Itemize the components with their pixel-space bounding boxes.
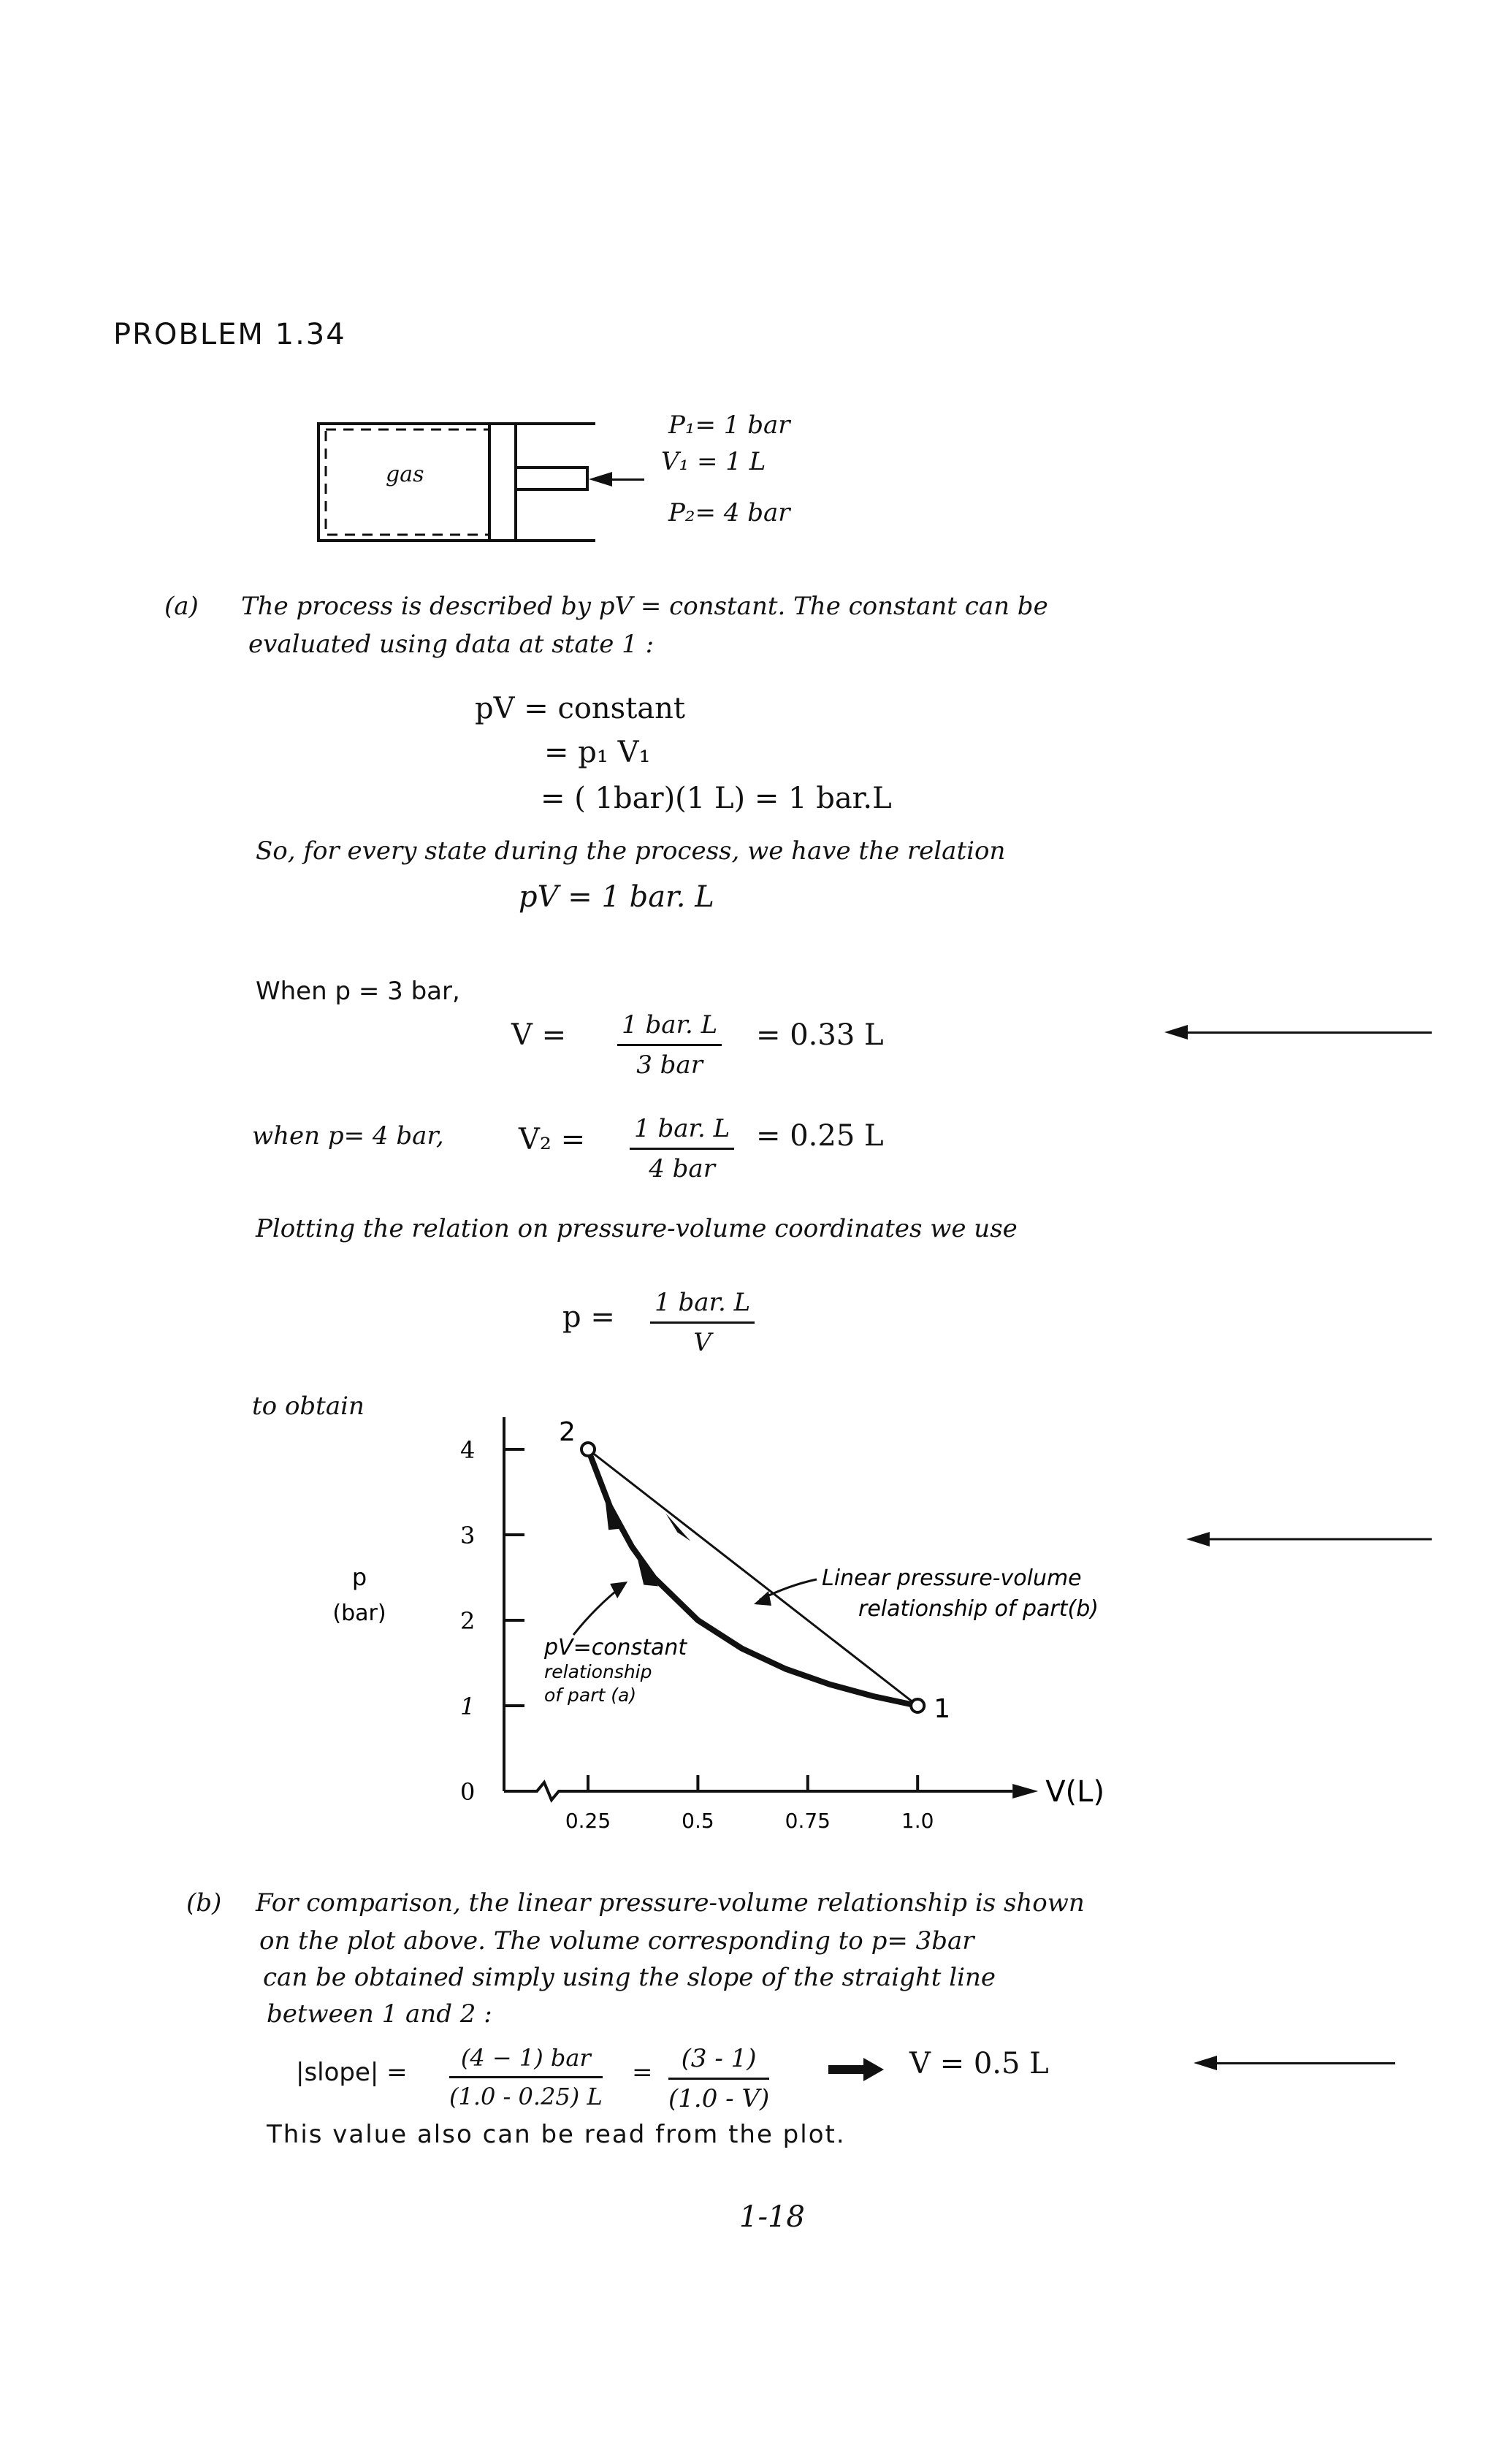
fraction-denominator: V — [693, 1328, 711, 1357]
x-axis-label: V(L) — [1045, 1775, 1105, 1809]
v-symbol: V = — [511, 1018, 567, 1052]
fraction-denominator: 3 bar — [636, 1050, 703, 1080]
fraction-numerator: 1 bar. L — [630, 1114, 734, 1150]
y-tick-label: 3 — [460, 1522, 476, 1549]
gas-label: gas — [386, 462, 424, 487]
eq-relation: pV = 1 bar. L — [519, 880, 714, 914]
fraction-denominator: (1.0 - 0.25) L — [449, 2083, 603, 2110]
fraction-numerator: 1 bar. L — [650, 1288, 755, 1324]
y-tick-label: 2 — [460, 1607, 476, 1635]
part-a-line3: So, for every state during the process, we have the relation — [256, 836, 1006, 866]
y-axis-unit: (bar) — [332, 1601, 386, 1626]
p-symbol: p = — [562, 1300, 615, 1334]
when-p3: When p = 3 bar, — [256, 977, 460, 1006]
result-v-05: V = 0.5 L — [909, 2047, 1049, 2080]
annotation-part-a: of part (a) — [544, 1685, 637, 1706]
annotation-b-leader-arrowhead — [754, 1591, 771, 1606]
y-axis-label: p — [351, 1563, 367, 1591]
x-tick-label: 0.5 — [682, 1809, 714, 1833]
fraction-numerator: (3 - 1) — [668, 2044, 769, 2080]
answer-arrow-3-head — [1194, 2056, 1217, 2070]
state-point — [581, 1443, 595, 1456]
eq-p1v1: = p₁ V₁ — [544, 736, 651, 769]
y-tick-label: 4 — [460, 1436, 476, 1464]
part-b-marker: (b) — [186, 1888, 222, 1918]
part-a-line2: evaluated using data at state 1 : — [248, 630, 654, 659]
slope-equals: = — [632, 2058, 653, 2087]
p2-label: P₂= 4 bar — [668, 498, 790, 527]
eq-evaluated: = ( 1bar)(1 L) = 1 bar.L — [541, 782, 892, 815]
y-tick-label: 0 — [460, 1778, 476, 1806]
x-axis — [504, 1782, 1012, 1800]
state-point-label: 2 — [559, 1417, 576, 1447]
x-tick-label: 1.0 — [901, 1809, 934, 1833]
part-b-line3: can be obtained simply using the slope of the straight line — [263, 1963, 996, 1992]
curve-direction-arrow — [606, 1503, 623, 1530]
part-a-line1: The process is described by pV = constant. The constant can be — [241, 592, 1048, 621]
y-tick-label: 1 — [460, 1693, 476, 1720]
x-axis-arrowhead — [1012, 1784, 1038, 1799]
p1-label: P₁= 1 bar — [668, 411, 790, 440]
fraction-denominator: 4 bar — [649, 1154, 715, 1183]
state-point — [911, 1699, 924, 1712]
annotation-a-leader-arrowhead — [610, 1582, 627, 1598]
x-tick-label: 0.25 — [565, 1809, 611, 1833]
annotation-part-b: Linear pressure-volume — [822, 1565, 1082, 1591]
fraction-denominator: (1.0 - V) — [668, 2084, 770, 2113]
implies-arrow-icon — [827, 2056, 885, 2083]
v1-label: V₁ = 1 L — [661, 447, 766, 476]
eq-pv-constant: pV = constant — [475, 692, 685, 725]
slope-label: |slope| = — [296, 2058, 408, 2087]
fraction-numerator: (4 − 1) bar — [449, 2044, 603, 2078]
answer-arrow-2-head — [1186, 1532, 1210, 1546]
annotation-part-a: relationship — [544, 1661, 652, 1682]
fraction-slope-b — [668, 2044, 769, 2113]
to-obtain: to obtain — [252, 1392, 365, 1421]
fraction-numerator: 1 bar. L — [617, 1010, 722, 1046]
problem-title: PROBLEM 1.34 — [113, 318, 346, 351]
v2-symbol: V₂ = — [519, 1123, 586, 1156]
part-b-line4: between 1 and 2 : — [267, 1999, 492, 2029]
annotation-part-b: relationship of part(b) — [858, 1596, 1099, 1622]
part-b-line2: on the plot above. The volume corresponding to p= 3bar — [259, 1926, 974, 1956]
page-number: 1-18 — [739, 2200, 805, 2234]
answer-arrow-3-line — [1198, 2062, 1395, 2064]
result-v-033: = 0.33 L — [756, 1018, 884, 1052]
fraction-slope-a — [449, 2044, 603, 2110]
part-b-line5: This value also can be read from the plot. — [267, 2120, 846, 2149]
x-tick-label: 0.75 — [785, 1809, 831, 1833]
annotation-part-a: pV=constant — [544, 1635, 687, 1660]
plotting-line: Plotting the relation on pressure-volume coordinates we use — [256, 1214, 1018, 1243]
result-v2-025: = 0.25 L — [756, 1119, 884, 1153]
part-a-marker: (a) — [164, 592, 199, 621]
when-p4: when p= 4 bar, — [252, 1121, 444, 1151]
part-b-line1: For comparison, the linear pressure-volume relationship is shown — [256, 1888, 1085, 1918]
state-point-label: 1 — [934, 1694, 951, 1724]
